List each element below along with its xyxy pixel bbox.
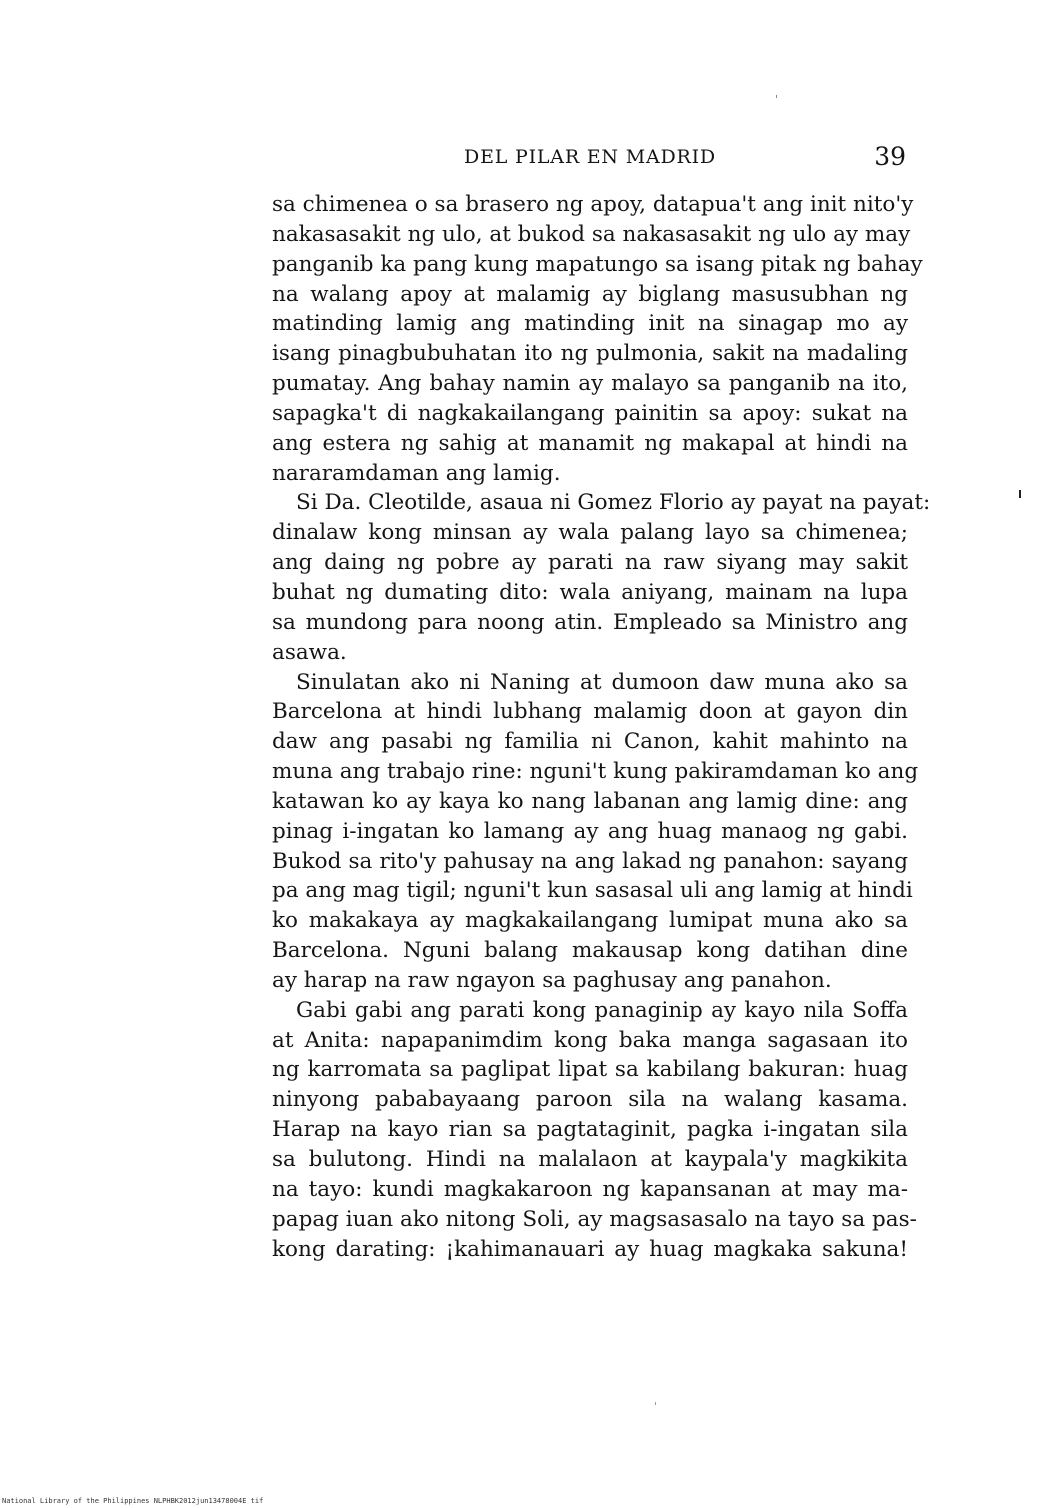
text-line: sa mundong para noong atin. Empleado sa Ministro ang <box>272 609 908 635</box>
text-line: daw ang pasabi ng familia ni Canon, kahit mahinto na <box>272 729 908 755</box>
text-line: nakasasakit ng ulo, at bukod sa nakasasakit ng ulo ay may <box>272 221 911 247</box>
text-line: ang estera ng sahig at manamit ng makapal at hindi na <box>272 430 908 456</box>
text-line: sa chimenea o sa brasero ng apoy, datapua't ang init nito'y <box>272 192 914 217</box>
running-title: DEL PILAR EN MADRID <box>464 146 716 168</box>
text-line: ng karromata sa paglipat lipat sa kabilang bakuran: huag <box>272 1057 908 1083</box>
text-line: nararamdaman ang lamig. <box>272 460 561 486</box>
text-line: panganib ka pang kung mapatungo sa isang pitak ng bahay <box>272 251 923 277</box>
text-line: Harap na kayo rian sa pagtataginit, pagka i-ingatan sila <box>272 1117 908 1143</box>
text-line: pumatay. Ang bahay namin ay malayo sa panganib na ito, <box>272 371 908 397</box>
body-text <box>272 190 931 1264</box>
scan-footer-note: National Library of the Philippines NLPHBK2012jun13478004E tif <box>2 1497 264 1505</box>
text-line: muna ang trabajo rine: nguni't kung pakiramdaman ko ang <box>272 759 919 785</box>
text-line: matinding lamig ang matinding init na sinagap mo ay <box>272 311 908 337</box>
text-line: isang pinagbubuhatan ito ng pulmonia, sakit na madaling <box>272 341 908 367</box>
text-line: Barcelona at hindi lubhang malamig doon at gayon din <box>272 699 908 725</box>
text-line: Barcelona. Nguni balang makausap kong datihan dine <box>272 938 908 964</box>
page-number: 39 <box>874 142 906 171</box>
paragraph-1 <box>272 190 923 488</box>
text-line: ninyong pababayaang paroon sila na walang kasama. <box>272 1087 908 1113</box>
text-line: at Anita: napapanimdim kong baka manga sagasaan ito <box>272 1027 908 1053</box>
text-line: ang daing ng pobre ay parati na raw siyang may sakit <box>272 550 908 576</box>
text-line: dinalaw kong minsan ay wala palang layo sa chimenea; <box>272 520 908 546</box>
text-line: ko makakaya ay magkakailangang lumipat muna ako sa <box>272 908 908 934</box>
text-line: pinag i-ingatan ko lamang ay ang huag manaog ng gabi. <box>272 818 908 844</box>
paragraph-4 <box>272 996 917 1265</box>
text-line: ay harap na raw ngayon sa paghusay ang panahon. <box>272 967 832 993</box>
scan-speck <box>776 95 777 98</box>
paragraph-2 <box>272 488 931 667</box>
text-line: na tayo: kundi magkakaroon ng kapansanan at may ma- <box>272 1176 908 1202</box>
text-line: katawan ko ay kaya ko nang labanan ang lamig dine: ang <box>272 788 908 814</box>
running-head <box>272 144 908 174</box>
text-line: asawa. <box>272 639 347 665</box>
text-line: Sinulatan ako ni Naning at dumoon daw muna ako sa <box>296 669 908 695</box>
text-line: sapagka't di nagkakailangang painitin sa apoy: sukat na <box>272 400 908 426</box>
text-line: Bukod sa rito'y pahusay na ang lakad ng panahon: sayang <box>272 848 908 874</box>
text-line: papag iuan ako nitong Soli, ay magsasasalo na tayo sa pas- <box>272 1206 917 1232</box>
text-line: pa ang mag tigil; nguni't kun sasasal uli ang lamig at hindi <box>272 878 913 904</box>
text-line: kong darating: ¡kahimanauari ay huag magkaka sakuna! <box>272 1236 908 1262</box>
scan-speck <box>1019 490 1021 498</box>
text-line: Si Da. Cleotilde, asaua ni Gomez Florio ay payat na payat: <box>296 490 931 516</box>
text-line: na walang apoy at malamig ay biglang masusubhan ng <box>272 281 908 307</box>
text-line: buhat ng dumating dito: wala aniyang, mainam na lupa <box>272 579 908 605</box>
paragraph-3 <box>272 668 919 996</box>
scan-speck <box>655 1402 656 1405</box>
text-line: Gabi gabi ang parati kong panaginip ay kayo nila Soffa <box>296 997 908 1023</box>
text-line: sa bulutong. Hindi na malalaon at kaypala'y magkikita <box>272 1147 908 1172</box>
